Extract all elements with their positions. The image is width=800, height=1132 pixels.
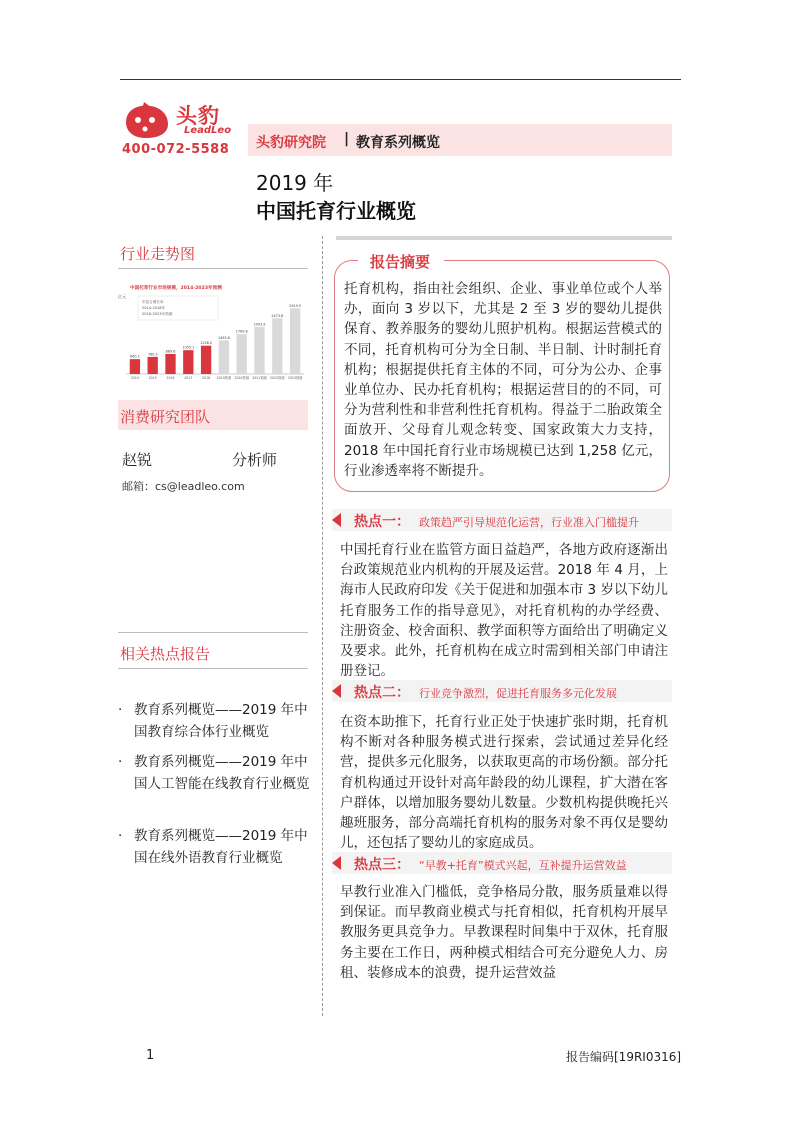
team-section-title: 消费研究团队 <box>120 408 211 426</box>
chart-bar-2019预测 <box>219 340 229 374</box>
related-top-rule <box>118 632 308 633</box>
hotspot-3-desc: “早教+托育”模式兴起，互补提升运营效益 <box>419 859 627 872</box>
chart-bar-2023预测 <box>290 308 300 374</box>
chart-tick-label: 2014 <box>130 376 139 380</box>
hotspot-1-text: 中国托育行业在监管方面日益趋严，各地方政府逐渐出台政策规范业内机构的开展及运营。2018 年 4 月，上海市人民政府印发《关于促进和加强本市 3 岁以下幼儿托育服务工作的指导意见》，对托育机构的办学经费、注册资金、校舍面积、教学面积等方面给出了明确定义及要求。此外，托育机构在成立时需到相关部门申请注册登记。 <box>340 542 668 680</box>
chart-value-label: 1258.0 <box>200 341 213 346</box>
chart-tick-label: 2020预测 <box>234 376 249 380</box>
related-report-text[interactable]: 教育系列概览——2019 年中国人工智能在线教育行业概览 <box>134 754 310 792</box>
column-divider <box>322 236 323 1016</box>
hotline-phone: 400-072-5588 <box>122 142 230 157</box>
chart-legend-header: 年复合增长率 <box>142 300 164 304</box>
top-rule <box>120 79 681 80</box>
related-report-3[interactable] <box>118 825 318 869</box>
chart-value-label: 2093.9 <box>253 322 266 327</box>
related-report-2[interactable] <box>118 751 318 795</box>
chart-legend-item-2: 2018-2023年预测 <box>142 312 173 316</box>
analyst-role: 分析师 <box>232 451 278 469</box>
trend-section-title: 行业走势图 <box>120 245 196 263</box>
related-report-1[interactable] <box>118 699 318 743</box>
contact-email <box>122 478 245 494</box>
header-series: 教育系列概览 <box>356 135 440 151</box>
chart-bar-2014 <box>130 359 140 374</box>
chart-legend-item-1: 2014-2018年 <box>142 306 166 310</box>
brand-name-en: LeadLeo <box>184 125 232 136</box>
chart-tick-label: 2018 <box>202 376 211 380</box>
related-section-title: 相关热点报告 <box>120 645 211 663</box>
trend-chart <box>118 276 308 386</box>
email-address[interactable]: cs@leadleo.com <box>155 480 245 493</box>
chart-tick-label: 2021预测 <box>252 376 267 380</box>
chart-tick-label: 2015 <box>148 376 157 380</box>
report-code: 报告编码[19RI0316] <box>566 1050 682 1064</box>
chart-value-label: 760.3 <box>147 352 158 357</box>
list-bullet: · <box>118 702 123 718</box>
related-report-text[interactable]: 教育系列概览——2019 年中国在线外语教育行业概览 <box>134 828 308 866</box>
header-separator: | <box>344 131 350 147</box>
abstract-top-bar <box>336 236 672 240</box>
hotspot-2-text: 在资本助推下，托育行业正处于快速扩张时期，托育机构不断对各种服务模式进行探索，尝试通过差异化经营，提供多元化服务，以获取更高的市场份额。部分托育机构通过开设针对高年龄段的幼儿课程，扩大潜在客户群体，以增加服务婴幼儿数量。少数机构提供晚托兴趣班服务，部分高端托育机构的服务对象不再仅是婴幼儿，还包括了婴幼儿的家庭成员。 <box>340 714 668 852</box>
hotspot-2-desc: 行业竞争激烈，促进托育服务多元化发展 <box>419 687 617 700</box>
abstract-label: 报告摘要 <box>370 253 431 271</box>
hotspot-arrow-icon <box>332 684 341 698</box>
chart-value-label: 2473.8 <box>271 313 284 318</box>
list-bullet: · <box>118 754 123 770</box>
hotspot-3-label: 热点三： <box>354 857 410 873</box>
report-year: 2019 年 <box>256 171 334 195</box>
page-number: 1 <box>146 1048 155 1063</box>
chart-bar-2020预测 <box>237 334 247 374</box>
chart-bar-2015 <box>148 357 158 374</box>
chart-value-label: 660.2 <box>130 354 140 359</box>
chart-bar-2022预测 <box>272 318 282 374</box>
chart-ylabel: 亿元 <box>118 294 126 299</box>
chart-tick-label: 2016 <box>166 376 175 380</box>
chart-tick-label: 2019预测 <box>216 376 232 380</box>
chart-tick-label: 2022预测 <box>270 376 285 380</box>
hotspot-arrow-icon <box>332 513 341 527</box>
chart-bar-2018 <box>201 346 211 374</box>
chart-bar-2016 <box>165 354 175 374</box>
brand-name-cn: 头豹 <box>176 104 220 128</box>
related-bottom-rule <box>118 668 308 669</box>
chart-value-label: 889.6 <box>165 349 176 354</box>
trend-section-rule <box>118 268 308 269</box>
related-report-text[interactable]: 教育系列概览——2019 年中国教育综合体行业概览 <box>134 702 308 740</box>
abstract-text: 托育机构，指由社会组织、企业、事业单位或个人举办，面向 3 岁以下，尤其是 2 至 3 岁的婴幼儿提供保育、教养服务的婴幼儿照护机构。根据运营模式的不同，托育机构可分为全日制、半日制、计时制托育机构；根据提供托育主体的不同，可分为公办、企事业单位办、民办托育机构；根据运营目的的不同，可分为营利性和非营利性托育机构。得益于二胎政策全面放开、父母育儿观念转变、国家政策大力支持，2018 年中国托育行业市场规模已达到 1,258 亿元，行业渗透率将不断提升。 <box>344 281 662 479</box>
chart-title: 中国托育行业市场规模，2014-2023年预测 <box>130 286 222 291</box>
hotspot-1-desc: 政策趋严引导规范化运营，行业准入门槛提升 <box>419 516 639 529</box>
email-label: 邮箱： <box>122 480 155 493</box>
chart-tick-label: 2017 <box>184 376 193 380</box>
chart-tick-label: 2023预测 <box>287 376 303 380</box>
hotspot-3-text: 早教行业准入门槛低，竞争格局分散，服务质量难以得到保证。而早教商业模式与托育相似，托育机构开展早教服务更具竞争力。早教课程时间集中于双休，托育服务主要在工作日，两种模式相结合可充分避免人力、房租、装修成本的浪费，提升运营效益 <box>340 884 668 981</box>
chart-value-label: 1493.6 <box>217 335 230 340</box>
hotspot-arrow-icon <box>332 856 341 870</box>
report-title: 中国托育行业概览 <box>256 199 416 223</box>
header-institute: 头豹研究院 <box>256 135 326 151</box>
hotspot-1-label: 热点一： <box>354 514 410 530</box>
analyst-name: 赵锐 <box>122 451 153 469</box>
chart-value-label: 1059.1 <box>182 345 195 350</box>
chart-value-label: 1769.8 <box>235 329 248 334</box>
chart-bar-2017 <box>183 350 193 374</box>
chart-value-label: 2919.5 <box>289 303 302 308</box>
list-bullet: · <box>118 828 123 844</box>
hotspot-2-label: 热点二： <box>354 685 410 701</box>
chart-bar-2021预测 <box>254 327 264 374</box>
